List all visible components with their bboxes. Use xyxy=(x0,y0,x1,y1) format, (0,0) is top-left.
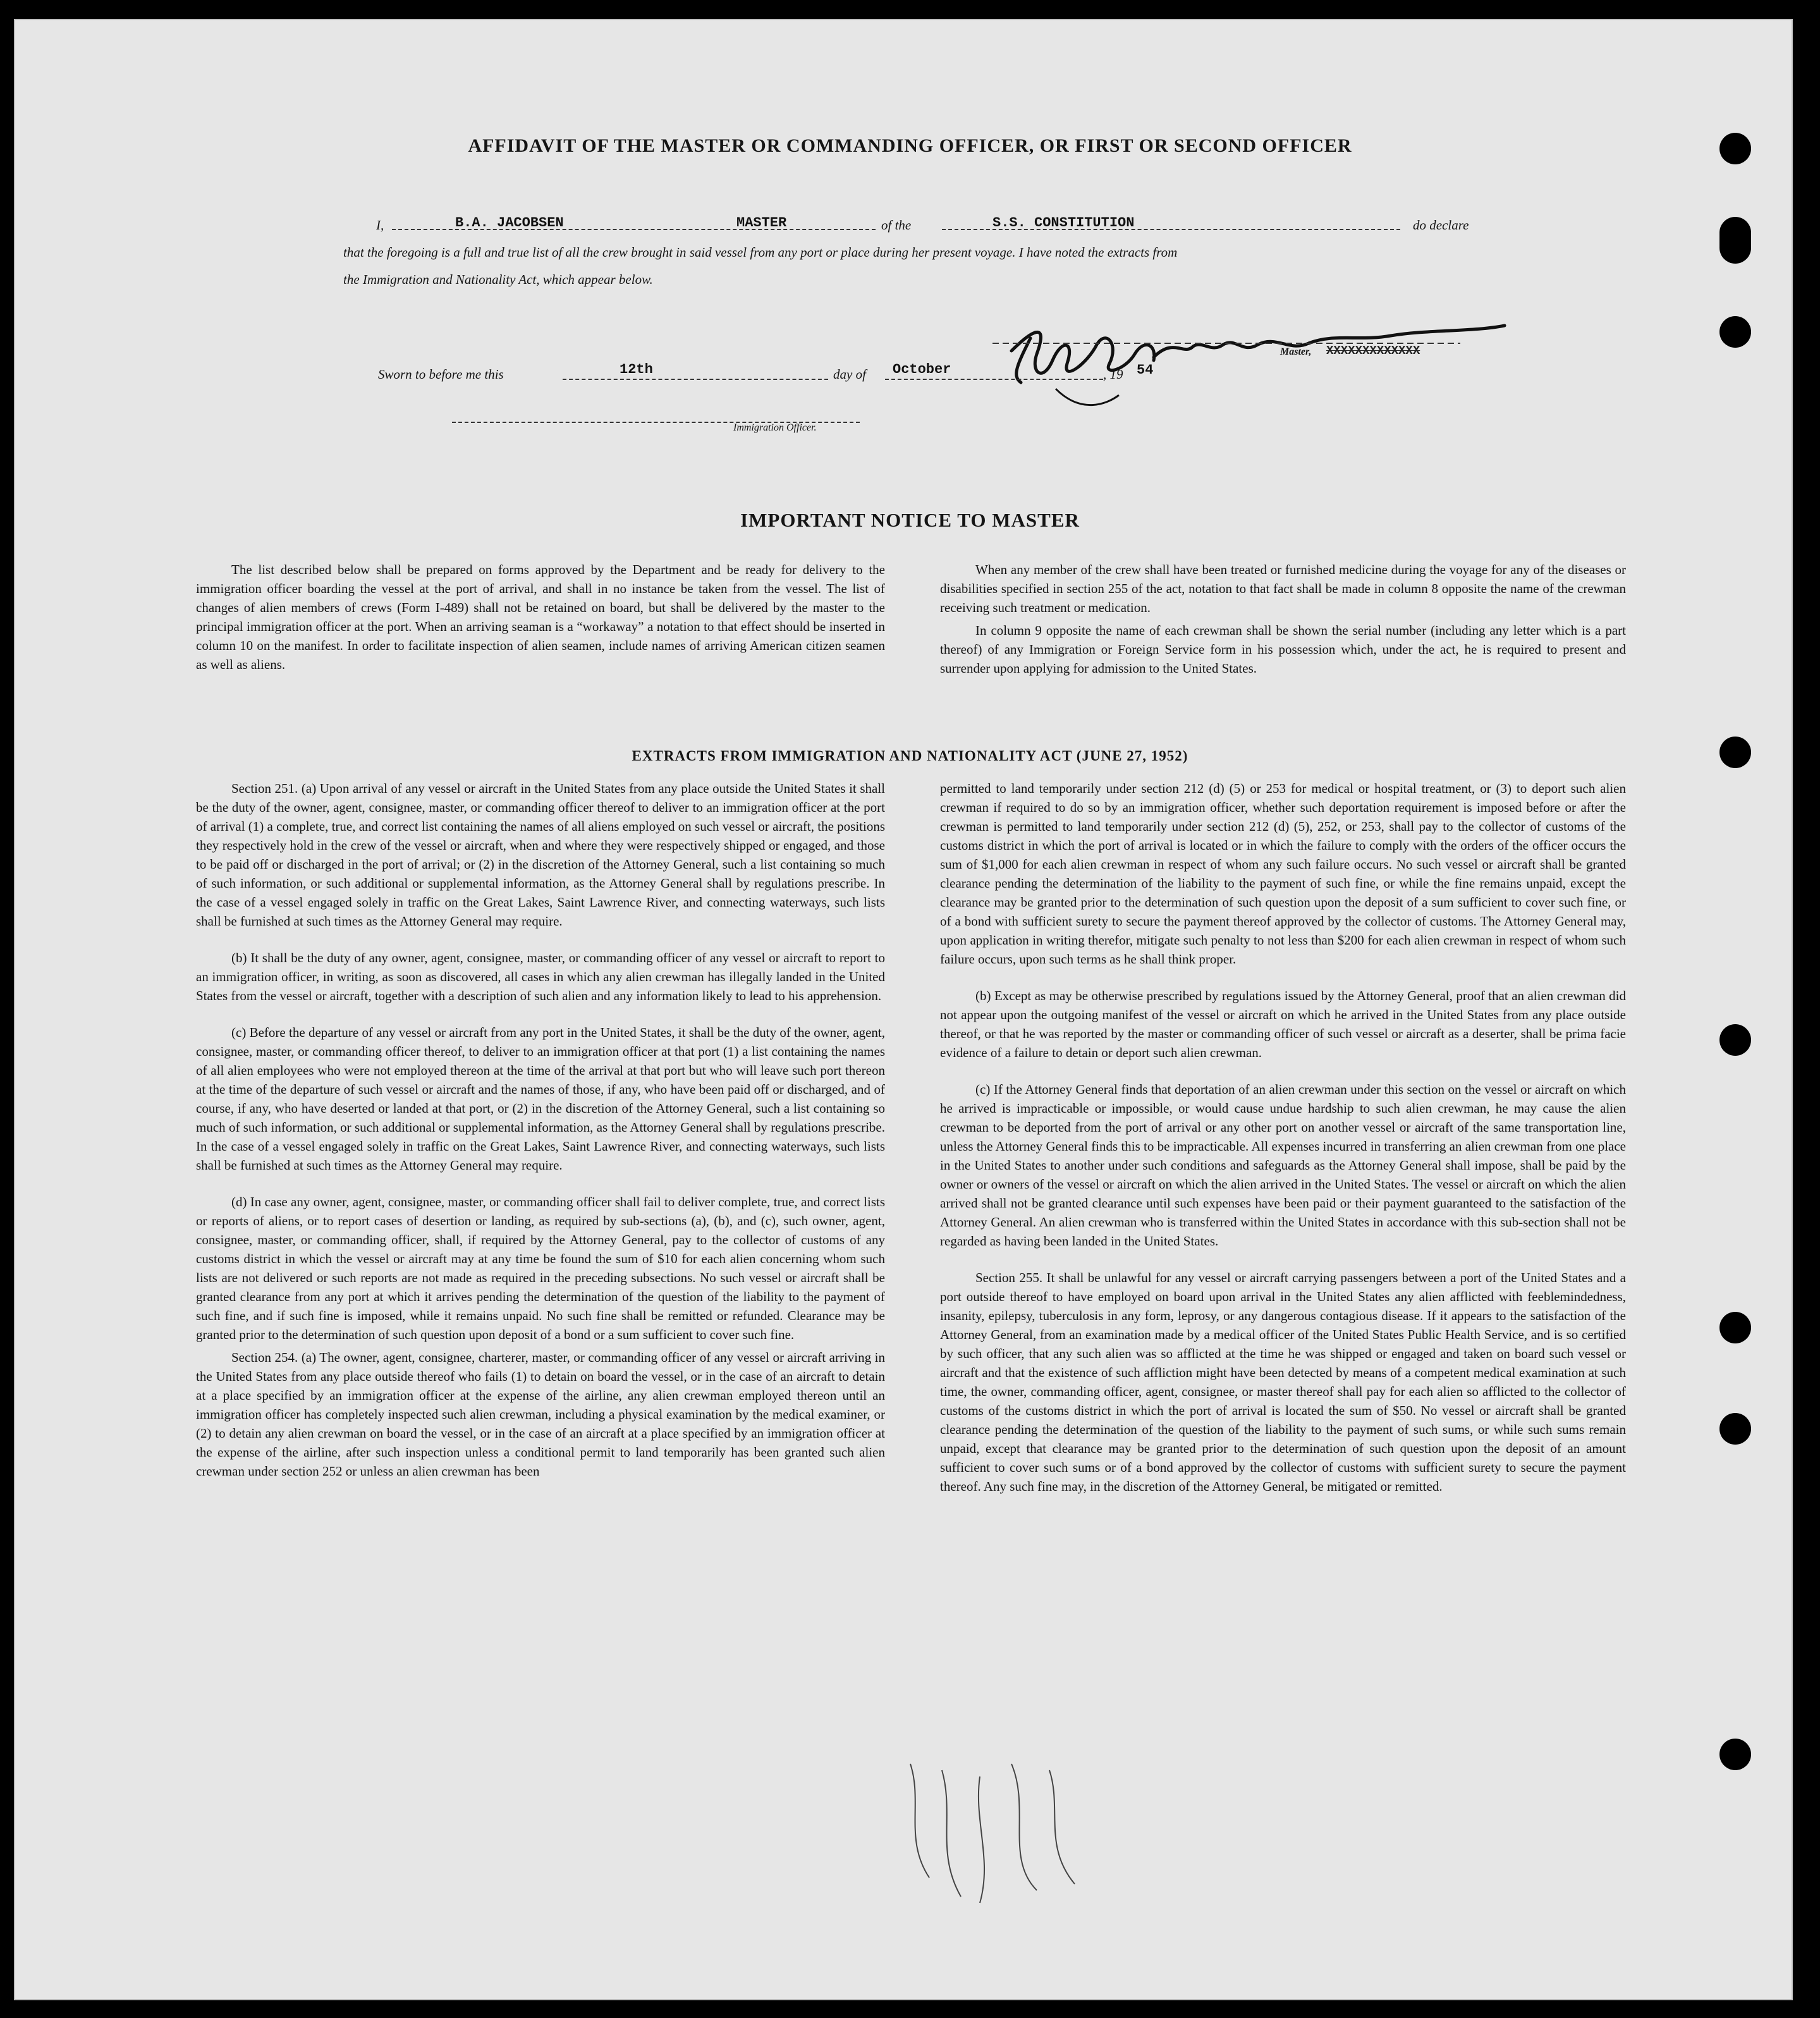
binder-hole xyxy=(1719,316,1751,348)
statute-paragraph: (d) In case any owner, agent, consignee, master, or commanding officer shall fail to deliver complete, true, and correct lists or reports of aliens, or to report cases of desertion or landing, as required by sub-sections (a), (b), and (c), such owner, agent, consignee, master, or commanding officer, shall, if required by the Attorney General, pay to the collector of customs of any customs district in which the vessel or aircraft may at any time be found the sum of $10 for each alien concerning whom such lists are not delivered or such reports are not made as required in the preceding subsections. No such vessel or aircraft shall be granted clearance from any port at which it arrives pending the determination of the question of the liability to the payment of such fine, and if such fine is imposed, while it remains unpaid. No such fine shall be remitted or refunded. Clearance may be granted prior to the determination of such question upon deposit of a bond or a sum sufficient to cover such fine. xyxy=(196,1194,885,1342)
statute-paragraph: (b) Except as may be otherwise prescribed by regulations issued by the Attorney General, proof that an alien crewman did not appear upon the outgoing manifest of the vessel or aircraft on which he arrived in the United States from any place outside thereof, or that he was reported by the master or commanding officer of such vessel or aircraft as a deserter, shall be prima facie evidence of a failure to detain or deport such alien crewman. xyxy=(940,988,1626,1060)
affidavit-rank: MASTER xyxy=(736,215,787,231)
extracts-title: EXTRACTS FROM IMMIGRATION AND NATIONALITY ACT (JUNE 27, 1952) xyxy=(632,748,1188,764)
year-prefix: , 19 xyxy=(1103,367,1123,382)
struck-title: XXXXXXXXXXXXX xyxy=(1326,344,1420,358)
binder-hole xyxy=(1719,1739,1751,1770)
sworn-month: October xyxy=(893,362,951,377)
day-line xyxy=(563,368,828,384)
binder-hole xyxy=(1719,1413,1751,1445)
extracts-right-column xyxy=(940,779,1626,1500)
notice-title: IMPORTANT NOTICE TO MASTER xyxy=(740,509,1080,531)
notice-right-column xyxy=(940,560,1626,682)
statute-paragraph: Section 255. It shall be unlawful for any vessel or aircraft carrying passengers between a port of the United States and a port outside thereof to have employed on board upon arrival in the United States any alien afflicted with feeblemindedness, insanity, epilepsy, tuberculosis in any form, leprosy, or any dangerous contagious disease. If it appears to the satisfaction of the Attorney General, from an examination made by a medical officer of the United States Public Health Service, and is so certified by such officer, that any such alien was so afflicted at the time he was shipped or engaged and taken on board such vessel or aircraft and that the existence of such affliction might have been detected by means of a competent medical examination at such time, the owner, commanding officer, agent, consignee, or master thereof shall pay for each alien so afflicted to the collector of customs of the customs district in which the port of arrival is located the sum of $50. No vessel or aircraft shall be granted clearance pending the determination of the question of the liability to the payment of such sums, or while such sums remain unpaid, except that clearance may be granted prior to the determination of such question upon the deposit of an amount sufficient to cover such sums or of a bond approved by the collector of customs with sufficient surety to secure the payment thereof. Any such fine may, in the discretion of the Attorney General, be mitigated or remitted. xyxy=(940,1270,1626,1494)
notice-left-column xyxy=(196,560,885,678)
affidavit-title: AFFIDAVIT OF THE MASTER OR COMMANDING OFFICER, OR FIRST OR SECOND OFFICER xyxy=(468,135,1352,156)
officer-label: Immigration Officer. xyxy=(733,422,817,433)
binder-hole xyxy=(1719,217,1751,264)
affidavit-vessel: S.S. CONSTITUTION xyxy=(992,215,1135,231)
statute-paragraph: (c) Before the departure of any vessel or aircraft from any port in the United States, it shall be the duty of the owner, agent, consignee, master, or commanding officer thereof, to deliver to an immigration officer at that port (1) a list containing the names of all alien employees who were not employed thereon at the time of the arrival at that port but who will leave such port thereon at the time of the departure of such vessel or aircraft and the names of those, if any, who have been paid off or discharged, and of course, if any, who have deserted or landed at that port, or (2) in the discretion of the Attorney General, such a list containing so much of such information, or such additional or supplemental information, as the Attorney General shall by regulations prescribe. In the case of a vessel engaged solely in traffic on the Great Lakes, Saint Lawrence River, and connecting waterways, such lists shall be furnished at such times as the Attorney General may require. xyxy=(196,1025,885,1173)
affidavit-declaration-2: the Immigration and Nationality Act, which appear below. xyxy=(343,272,653,287)
affidavit-i-label: I, xyxy=(376,217,384,233)
affidavit-of-the: of the xyxy=(881,217,912,233)
notice-paragraph: In column 9 opposite the name of each crewman shall be shown the serial number (including any letter which is a part thereof) of any Immigration or Foreign Service form in his possession which, under the act, he is required to present and surrender upon applying for admission to the United States. xyxy=(940,623,1626,676)
affidavit-declaration-1: that the foregoing is a full and true list of all the crew brought in said vessel from any port or place during her present voyage. I have noted the extracts from xyxy=(343,245,1178,260)
ink-scrawl xyxy=(885,1751,1201,1916)
affidavit-do-declare: do declare xyxy=(1413,217,1469,233)
sworn-year: 54 xyxy=(1137,362,1154,378)
sworn-label: Sworn to before me this xyxy=(378,367,504,382)
day-of-label: day of xyxy=(833,367,866,382)
sworn-day: 12th xyxy=(620,362,653,377)
statute-paragraph: (c) If the Attorney General finds that deportation of an alien crewman under this section on the vessel or aircraft on which he arrived is impracticable or impossible, or would cause undue hardship to such alien crewman, he may cause the alien crewman to be deported from the port of arrival or any other port on another vessel or aircraft of the same transportation line, unless the Attorney General finds this to be impracticable. All expenses incurred in transferring an alien crewman from one place in the United States to another under such conditions and safeguards as the Attorney General shall impose, shall be paid by the owner or owners of the vessel or aircraft on which the alien arrived in the United States. The vessel or aircraft on which the alien arrived shall not be granted clearance until such expenses have been paid or their payment guaranteed to the satisfaction of the Attorney General. An alien crewman who is transferred within the United States in accordance with this sub-section shall not be regarded as having been landed in the United States. xyxy=(940,1082,1626,1249)
statute-paragraph: (b) It shall be the duty of any owner, agent, consignee, master, or commanding officer of any vessel or aircraft to report to an immigration officer, in writing, as soon as discovered, all cases in which any alien crewman has illegally landed in the United States from the vessel or aircraft, together with a description of such alien and any information likely to lead to his apprehension. xyxy=(196,950,885,1003)
binder-hole xyxy=(1719,1312,1751,1343)
statute-paragraph: Section 251. (a) Upon arrival of any vessel or aircraft in the United States from any place outside the United States it shall be the duty of the owner, agent, consignee, master, or commanding officer thereof to deliver to an immigration officer at the port of arrival (1) a complete, true, and correct list containing the names of all aliens employed on such vessel or aircraft, the positions they respectively hold in the crew of the vessel or aircraft, when and where they were respectively shipped or engaged, and those to be paid off or discharged in the port of arrival; or (2) in the discretion of the Attorney General, such a list containing so much of such information, or such additional or supplemental information, as the Attorney General shall by regulations prescribe. In the case of a vessel engaged solely in traffic on the Great Lakes, Saint Lawrence River, and connecting waterways, such lists shall be furnished at such times as the Attorney General may require. xyxy=(196,781,885,929)
affidavit-name: B.A. JACOBSEN xyxy=(455,215,564,231)
extracts-left-column xyxy=(196,779,885,1484)
notice-paragraph: When any member of the crew shall have been treated or furnished medicine during the voyage for any of the diseases or disabilities specified in section 255 of the act, notation to that fact shall be made in column 8 opposite the name of the crewman receiving such treatment or medication. xyxy=(940,562,1626,615)
signature-caption: Master, xyxy=(1280,346,1312,357)
binder-hole xyxy=(1719,1024,1751,1056)
notice-paragraph: The list described below shall be prepared on forms approved by the Department and be ready for delivery to the immigration officer boarding the vessel at the port of arrival, and shall in no instance be taken from the vessel. The list of changes of alien members of crews (Form I-489) shall not be retained on board, but shall be delivered by the master to the principal immigration officer at the port. When an arriving seaman is a “workaway” a notation to that effect should be inserted in column 10 on the manifest. In order to facilitate inspection of alien seamen, include names of arriving American citizen seamen as well as aliens. xyxy=(196,562,885,672)
statute-paragraph: permitted to land temporarily under section 212 (d) (5) or 253 for medical or hospital treatment, or (3) to deport such alien crewman if required to do so by an immigration officer, whether such deportation requirement is imposed before or after the crewman is permitted to land temporarily under section 212 (d) (5), 252, or 253, shall pay to the collector of customs of the customs district in which the port of arrival is located or in which the failure to comply with the orders of the officer occurs the sum of $1,000 for each alien crewman in respect of whom any such failure occurs. No such vessel or aircraft shall be granted clearance pending the determination of the liability to the payment of such fine, or while the fine remains unpaid, except the clearance may be granted prior to the determination of such question upon the deposit of a sum sufficient to cover such fine, or of a bond with sufficient surety to secure the payment thereof approved by the collector of customs. The Attorney General may, upon application in writing therefor, mitigate such penalty to not less than $200 for each alien crewman in respect of whom such failure occurs, upon such terms as he shall think proper. xyxy=(940,781,1626,967)
master-signature xyxy=(992,294,1511,408)
statute-paragraph: Section 254. (a) The owner, agent, consignee, charterer, master, or commanding officer of any vessel or aircraft arriving in the United States from any place outside thereof who fails (1) to detain on board the vessel, or in the case of an aircraft to detain at a place specified by an immigration officer at the expense of the airline, any alien crewman employed thereon until an immigration officer has completely inspected such alien crewman, including a physical examination by the medical examiner, or (2) to detain any alien crewman on board the vessel, or in the case of an aircraft at a place specified by an immigration officer at the expense of the airline, after such inspection unless a conditional permit to land temporarily has been granted such alien crewman under section 252 or unless an alien crewman has been xyxy=(196,1350,885,1479)
